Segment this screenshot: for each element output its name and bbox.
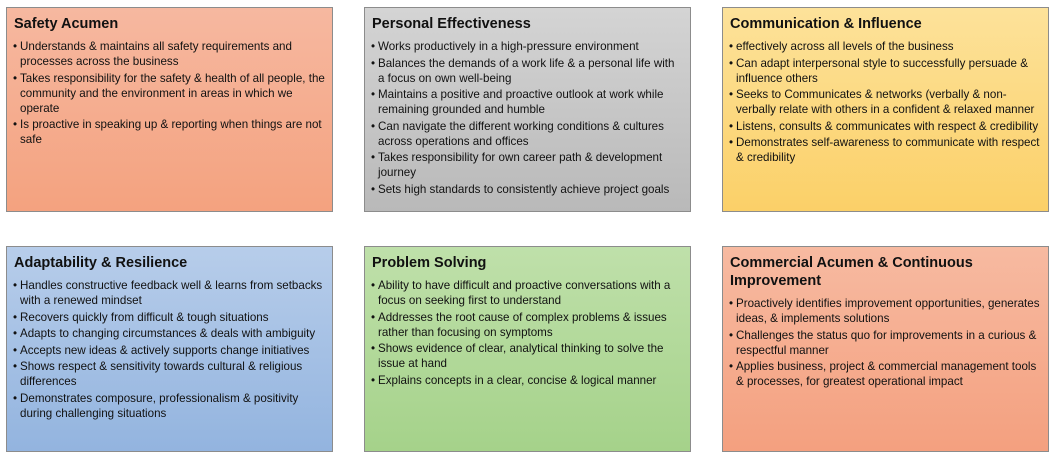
list-item-text: Works productively in a high-pressure environment (378, 40, 639, 53)
list-item-text: Explains concepts in a clear, concise & logical manner (378, 373, 657, 387)
card-list (730, 296, 1042, 389)
list-item-text: Takes responsibility for own career path & development journey (378, 151, 663, 180)
bullet-icon: • (729, 328, 734, 342)
bullet-icon: • (13, 118, 18, 132)
card-communication-influence (722, 7, 1049, 212)
list-item-text: Addresses the root cause of complex problems & issues rather than focusing on symptoms (378, 310, 667, 339)
list-item (372, 373, 684, 388)
card-list (372, 39, 684, 197)
list-item-text: Handles constructive feedback well & learns from setbacks with a renewed mindset (20, 279, 323, 307)
card-list (730, 39, 1042, 165)
bullet-icon: • (729, 360, 734, 374)
bullet-icon: • (371, 151, 376, 165)
card-safety-acumen (6, 7, 333, 212)
list-item (14, 391, 326, 421)
list-item-text: Shows respect & sensitivity towards cultural & religious differences (20, 360, 303, 389)
bullet-icon: • (729, 88, 734, 102)
list-item (14, 71, 326, 116)
list-item (730, 39, 1042, 54)
list-item (372, 182, 684, 197)
list-item (14, 278, 326, 308)
card-title: Problem Solving (372, 255, 487, 271)
list-item-text: Demonstrates self-awareness to communicate with respect & credibility (736, 136, 1040, 165)
list-item (372, 56, 684, 86)
bullet-icon: • (13, 40, 18, 53)
list-item (730, 328, 1042, 358)
list-item (372, 39, 684, 54)
list-item-text: Can navigate the different working conditions & cultures across operations and offices (378, 119, 664, 148)
bullet-icon: • (13, 71, 18, 85)
card-personal-effectiveness (364, 7, 691, 212)
list-item (14, 117, 326, 147)
list-item-text: Ability to have difficult and proactive conversations with a focus on seeking first to understand (378, 279, 671, 307)
bullet-icon: • (13, 279, 18, 292)
card-list (372, 278, 684, 388)
list-item (372, 119, 684, 149)
list-item-text: Listens, consults & communicates with respect & credibility (736, 119, 1039, 133)
bullet-icon: • (13, 310, 18, 324)
bullet-icon: • (729, 40, 734, 53)
bullet-icon: • (13, 360, 18, 374)
list-item-text: Takes responsibility for the safety & health of all people, the community and the environment in areas in which we operate (20, 71, 325, 115)
bullet-icon: • (371, 88, 376, 102)
bullet-icon: • (371, 40, 376, 53)
list-item-text: Sets high standards to consistently achieve project goals (378, 182, 670, 196)
list-item-text: Seeks to Communicates & networks (verbally & non-verbally relate with others in a confident & relaxed manner (736, 88, 1035, 117)
bullet-icon: • (729, 136, 734, 150)
list-item-text: Is proactive in speaking up & reporting when things are not safe (20, 118, 322, 147)
list-item (730, 56, 1042, 86)
list-item-text: Shows evidence of clear, analytical thinking to solve the issue at hand (378, 342, 664, 371)
bullet-icon: • (13, 391, 18, 405)
bullet-icon: • (371, 342, 376, 356)
bullet-icon: • (371, 56, 376, 70)
list-item-text: Can adapt interpersonal style to successfully persuade & influence others (736, 56, 1028, 85)
list-item-text: Adapts to changing circumstances & deals with ambiguity (20, 327, 316, 341)
card-list (14, 39, 326, 147)
bullet-icon: • (371, 373, 376, 387)
list-item-text: Understands & maintains all safety requirements and processes across the business (20, 40, 292, 68)
list-item (14, 39, 326, 69)
card-commercial-acumen (722, 246, 1049, 452)
list-item (14, 343, 326, 358)
card-title: Safety Acumen (14, 16, 119, 32)
list-item (14, 359, 326, 389)
bullet-icon: • (371, 310, 376, 324)
list-item (730, 359, 1042, 389)
card-title: Communication & Influence (730, 16, 922, 32)
list-item (372, 310, 684, 340)
bullet-icon: • (729, 297, 734, 310)
card-title: Personal Effectiveness (372, 16, 531, 32)
bullet-icon: • (371, 119, 376, 133)
list-item-text: Demonstrates composure, professionalism & positivity during challenging situations (20, 391, 299, 420)
bullet-icon: • (371, 279, 376, 292)
card-problem-solving (364, 246, 691, 452)
list-item (730, 119, 1042, 134)
list-item (372, 278, 684, 308)
list-item-text: effectively across all levels of the business (736, 40, 954, 53)
list-item-text: Recovers quickly from difficult & tough situations (20, 310, 269, 324)
list-item (372, 87, 684, 117)
list-item-text: Balances the demands of a work life & a personal life with a focus on own well-being (378, 56, 675, 85)
list-item-text: Accepts new ideas & actively supports change initiatives (20, 343, 310, 357)
list-item-text: Challenges the status quo for improvements in a curious & respectful manner (736, 328, 1037, 357)
bullet-icon: • (13, 343, 18, 357)
list-item (372, 341, 684, 371)
list-item (730, 135, 1042, 165)
bullet-icon: • (371, 182, 376, 196)
list-item-text: Proactively identifies improvement opportunities, generates ideas, & implements solutions (736, 297, 1040, 325)
bullet-icon: • (13, 327, 18, 341)
list-item (730, 87, 1042, 117)
card-adaptability-resilience (6, 246, 333, 452)
list-item (14, 310, 326, 325)
bullet-icon: • (729, 119, 734, 133)
card-title: Commercial Acumen & Continuous Improvement (730, 255, 973, 289)
card-list (14, 278, 326, 421)
list-item-text: Applies business, project & commercial management tools & processes, for greatest operational impact (736, 360, 1037, 389)
list-item (372, 150, 684, 180)
list-item (14, 326, 326, 341)
bullet-icon: • (729, 56, 734, 70)
list-item-text: Maintains a positive and proactive outlook at work while remaining grounded and humble (378, 88, 664, 117)
list-item (730, 296, 1042, 326)
card-title: Adaptability & Resilience (14, 255, 188, 271)
